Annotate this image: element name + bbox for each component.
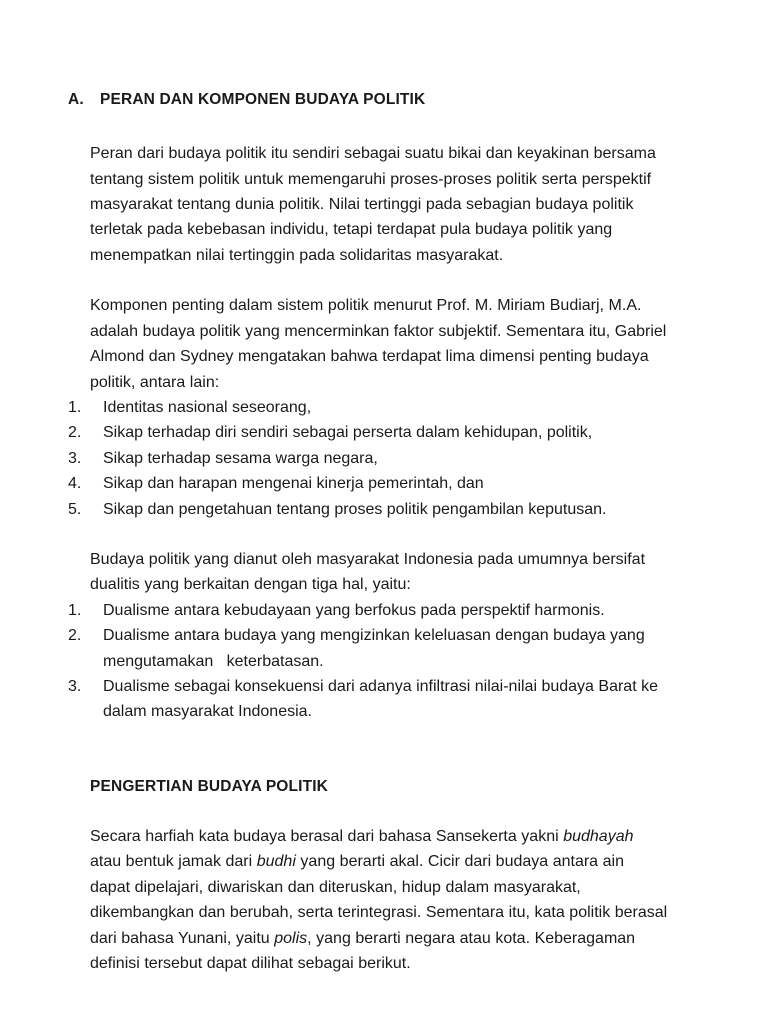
pengertian-text-part-1: Secara harfiah kata budaya berasal dari bahasa Sansekerta yakni — [90, 828, 564, 846]
pengertian-text-part-2: atau bentuk jamak dari — [90, 853, 257, 871]
list-item — [68, 598, 668, 623]
section-a-paragraph-2: Komponen penting dalam sistem politik menurut Prof. M. Miriam Budiarj, M.A. adalah budaya politik yang mencerminkan faktor subjektif. Sementara itu, Gabriel Almond dan Sydney mengatakan bahwa terdapat lima dimensi penting budaya politik, antara lain: — [90, 297, 667, 391]
list-item-label: Dualisme antara kebudayaan yang berfokus pada perspektif harmonis. — [103, 601, 605, 619]
pengertian-italic-polis: polis — [274, 929, 308, 947]
list-item-label: Identitas nasional seseorang, — [103, 398, 312, 416]
list-item — [68, 395, 668, 420]
list-item-number: 2. — [68, 424, 82, 442]
list-item-number: 3. — [68, 677, 82, 695]
list-item — [68, 674, 668, 725]
list-item-label: Sikap dan harapan mengenai kinerja pemerintah, dan — [103, 475, 484, 493]
section-a-list-2 — [68, 598, 668, 725]
list-item-number: 5. — [68, 500, 82, 518]
pengertian-text-part-3: yang berarti akal. Cicir dari budaya antara ain dapat dipelajari, diwariskan dan diteruskan, hidup dalam masyarakat, dikembangkan dan berubah, serta terintegrasi. Sementara itu, kata politik berasal dari bahasa Yunani, yaitu — [90, 853, 668, 947]
list-item-label: Sikap terhadap sesama warga negara, — [103, 449, 378, 467]
list-item-number: 1. — [68, 601, 82, 619]
section-a-marker: A. — [68, 91, 84, 108]
list-item — [68, 497, 668, 522]
list-item — [68, 420, 668, 445]
list-item-label: Sikap terhadap diri sendiri sebagai perserta dalam kehidupan, politik, — [103, 424, 593, 442]
section-a-list-1 — [68, 395, 668, 522]
list-item-number: 4. — [68, 475, 82, 493]
list-item — [68, 446, 668, 471]
spacer — [68, 725, 668, 775]
list-item-label: Dualisme antara budaya yang mengizinkan keleluasan dengan budaya yang mengutamakan keterbatasan. — [103, 627, 645, 670]
section-a-title: PERAN DAN KOMPONEN BUDAYA POLITIK — [100, 91, 426, 108]
pengertian-heading: PENGERTIAN BUDAYA POLITIK — [90, 777, 329, 795]
pengertian-italic-budhayah: budhayah — [563, 828, 634, 846]
list-item — [68, 623, 668, 674]
list-item-number: 2. — [68, 627, 82, 645]
list-item — [68, 471, 668, 496]
pengertian-text-part-4: , yang berarti negara atau kota. Keberagaman definisi tersebut dapat dilihat sebagai berikut. — [90, 929, 636, 973]
list-item-number: 1. — [68, 398, 82, 416]
pengertian-italic-budhi: budhi — [256, 853, 296, 871]
spacer — [68, 522, 668, 547]
list-item-number: 3. — [68, 449, 82, 467]
pengertian-paragraph — [90, 824, 668, 976]
section-a-paragraph-3: Budaya politik yang dianut oleh masyarakat Indonesia pada umumnya bersifat dualitis yang berkaitan dengan tiga hal, yaitu: — [90, 550, 646, 594]
list-item-label: Sikap dan pengetahuan tentang proses politik pengambilan keputusan. — [103, 500, 607, 518]
section-a-paragraph-1: Peran dari budaya politik itu sendiri sebagai suatu bikai dan keyakinan bersama tentang sistem politik untuk memengaruhi proses-proses politik serta perspektif masyarakat tentang dunia politik. Nilai tertinggi pada sebagian budaya politik terletak pada kebebasan individu, tetapi terdapat pula budaya politik yang menempatkan nilai tertinggin pada solidaritas masyarakat. — [90, 145, 656, 264]
list-item-label: Dualisme sebagai konsekuensi dari adanya infiltrasi nilai-nilai budaya Barat ke dalam masyarakat Indonesia. — [103, 677, 658, 721]
section-a-heading — [68, 88, 668, 111]
